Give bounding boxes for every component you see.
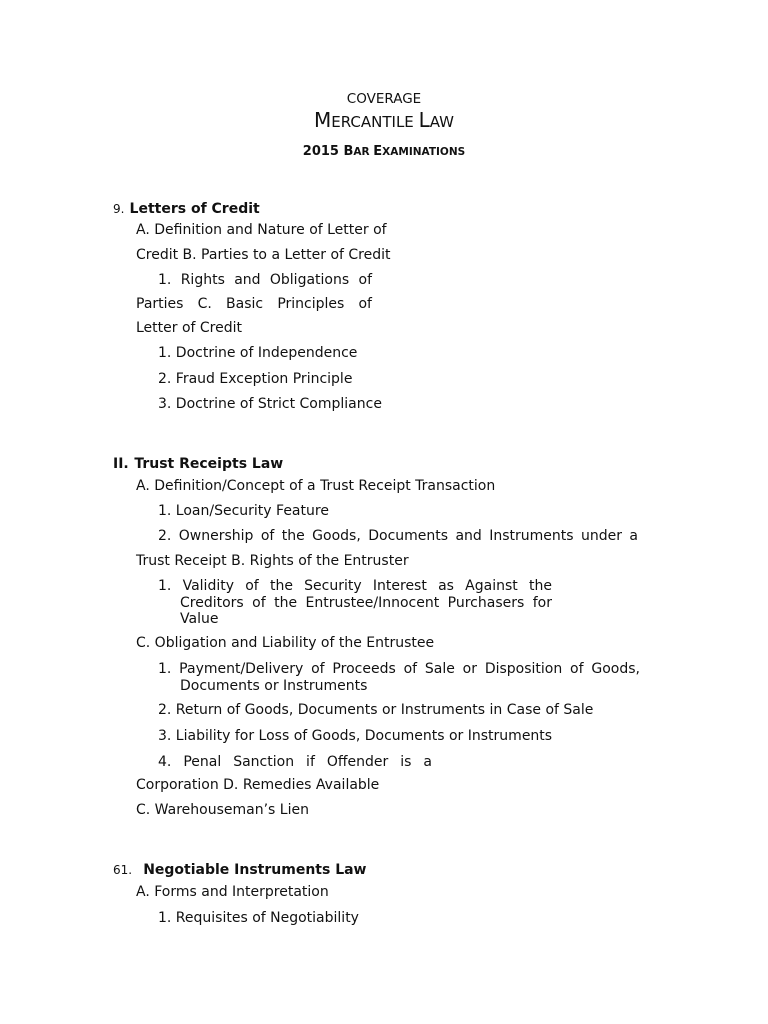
section-number: 61. [113, 863, 133, 877]
list-item: 1. Validity of the Security Interest as Against the [158, 578, 552, 594]
list-item: Documents or Instruments [180, 678, 368, 694]
list-item: 3. Doctrine of Strict Compliance [158, 396, 382, 412]
list-item: 2. Ownership of the Goods, Documents and Instruments under a [158, 528, 638, 544]
list-item: Value [180, 611, 219, 627]
list-item: Trust Receipt B. Rights of the Entruster [136, 553, 409, 569]
list-item: 4. Penal Sanction if Offender is a [158, 754, 432, 770]
section-title: Trust Receipts Law [134, 456, 284, 472]
list-item: Letter of Credit [136, 320, 243, 336]
list-item: 3. Liability for Loss of Goods, Documents or Instruments [158, 728, 553, 744]
list-item: Creditors of the Entrustee/Innocent Purchasers for [180, 595, 552, 611]
list-item: 1. Requisites of Negotiability [158, 910, 359, 926]
subtitle-prefix: 2015 B [302, 144, 354, 159]
list-item: A. Definition and Nature of Letter of [136, 222, 387, 238]
list-item: C. Warehouseman’s Lien [136, 802, 309, 818]
list-item: Credit B. Parties to a Letter of Credit [136, 247, 391, 263]
document-subtitle [0, 140, 768, 159]
section-number: 9. [113, 202, 125, 216]
section-title: Letters of Credit [129, 201, 260, 217]
list-item: Corporation D. Remedies Available [136, 777, 380, 793]
subtitle-rest-2: XAMINATIONS [382, 146, 466, 158]
title-cap-2: L [418, 108, 430, 132]
title-rest-1: ERCANTILE [331, 113, 419, 131]
title-cap-1: M [313, 108, 332, 132]
list-item: A. Definition/Concept of a Trust Receipt Transaction [136, 478, 496, 494]
document-title [0, 108, 768, 132]
list-item: 2. Return of Goods, Documents or Instruments in Case of Sale [158, 702, 594, 718]
list-item: C. Obligation and Liability of the Entrustee [136, 635, 435, 651]
list-item: 1. Doctrine of Independence [158, 345, 358, 361]
list-item: 1. Payment/Delivery of Proceeds of Sale or Disposition of Goods, [158, 661, 640, 677]
list-item: 1. Rights and Obligations of [158, 272, 372, 288]
list-item: 1. Loan/Security Feature [158, 503, 329, 519]
title-rest-2: AW [429, 113, 454, 131]
list-item: A. Forms and Interpretation [136, 884, 329, 900]
section-title: Negotiable Instruments Law [143, 862, 367, 878]
section-heading [113, 198, 260, 217]
section-heading [113, 453, 283, 472]
subtitle-cap-2: E [373, 144, 383, 159]
subtitle-rest-1: AR [353, 146, 374, 158]
list-item: Parties C. Basic Principles of [136, 296, 372, 312]
section-number: II. [113, 456, 129, 472]
document-label: COVERAGE [346, 91, 422, 107]
section-heading [113, 859, 367, 878]
list-item: 2. Fraud Exception Principle [158, 371, 353, 387]
